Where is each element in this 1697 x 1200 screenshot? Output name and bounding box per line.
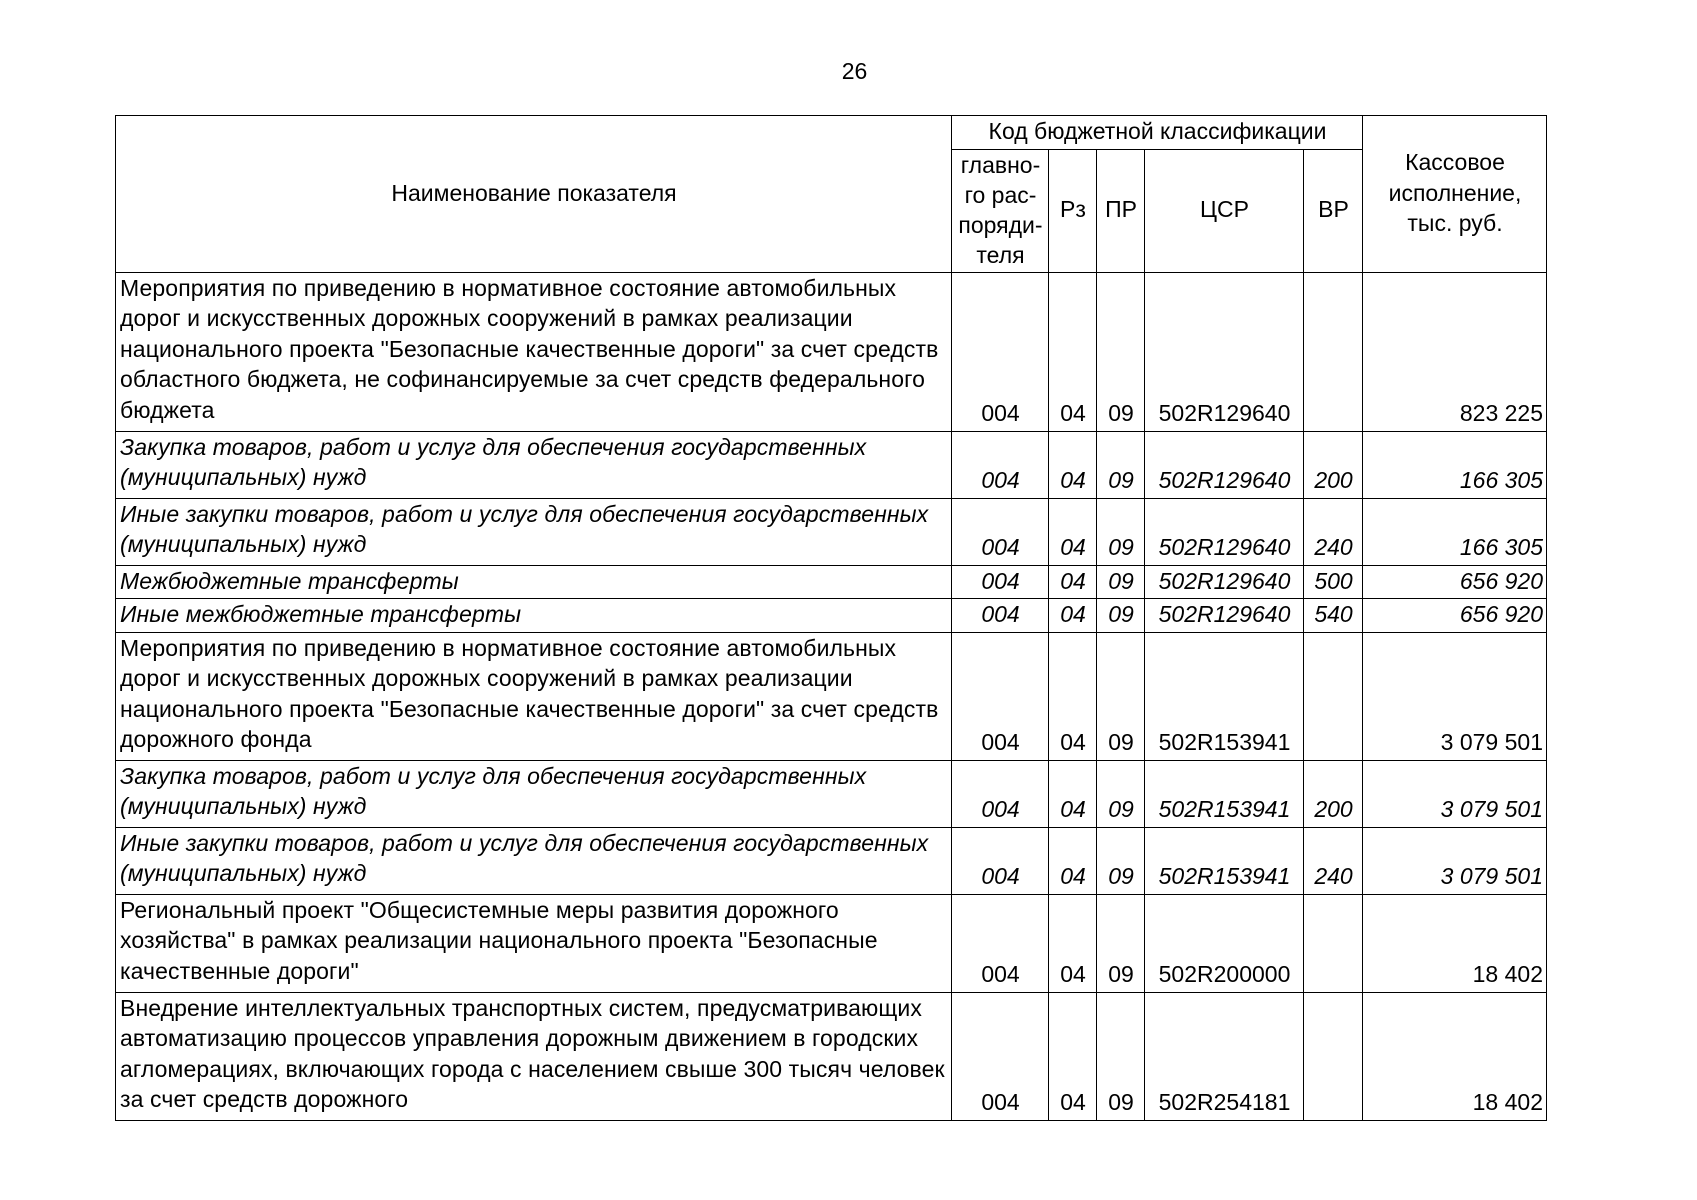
table-row [116,827,1547,894]
row-glav: 004 [952,992,1049,1120]
row-glav: 004 [952,760,1049,827]
row-csr: 502R200000 [1145,894,1304,992]
row-vr [1304,632,1363,760]
row-pr: 09 [1097,894,1145,992]
row-name: Внедрение интеллектуальных транспортных систем, предусматривающих автоматизацию процессов управления дорожным движением в городских агломерациях, включающих города с населением свыше 300 тысяч человек за счет средств дорожного [116,992,952,1120]
table-row [116,894,1547,992]
row-csr: 502R129640 [1145,599,1304,633]
row-vr: 240 [1304,498,1363,565]
row-amount: 166 305 [1363,498,1547,565]
row-pr: 09 [1097,827,1145,894]
table-row [116,760,1547,827]
row-name: Закупка товаров, работ и услуг для обеспечения государственных (муниципальных) нужд [116,431,952,498]
page-number: 26 [841,58,868,84]
row-glav: 004 [952,498,1049,565]
row-pr: 09 [1097,565,1145,599]
row-csr: 502R254181 [1145,992,1304,1120]
row-csr: 502R153941 [1145,632,1304,760]
row-name: Иные межбюджетные трансферты [116,599,952,633]
row-pr: 09 [1097,431,1145,498]
row-rz: 04 [1049,760,1097,827]
table-row [116,632,1547,760]
row-amount: 656 920 [1363,599,1547,633]
row-csr: 502R153941 [1145,827,1304,894]
table-row [116,498,1547,565]
row-vr: 540 [1304,599,1363,633]
row-vr: 500 [1304,565,1363,599]
row-glav: 004 [952,565,1049,599]
row-rz: 04 [1049,827,1097,894]
row-amount: 18 402 [1363,992,1547,1120]
row-pr: 09 [1097,498,1145,565]
header-glav: главно-го рас-поряди-теля [952,149,1049,272]
row-amount: 656 920 [1363,565,1547,599]
row-rz: 04 [1049,431,1097,498]
row-csr: 502R153941 [1145,760,1304,827]
header-amount: Кассовое исполнение, тыс. руб. [1363,116,1547,273]
header-rz: Рз [1049,149,1097,272]
row-rz: 04 [1049,599,1097,633]
row-rz: 04 [1049,632,1097,760]
table-row [116,565,1547,599]
table-row [116,992,1547,1120]
row-glav: 004 [952,431,1049,498]
header-vr: ВР [1304,149,1363,272]
row-rz: 04 [1049,565,1097,599]
row-rz: 04 [1049,272,1097,431]
row-name: Закупка товаров, работ и услуг для обеспечения государственных (муниципальных) нужд [116,760,952,827]
row-rz: 04 [1049,498,1097,565]
row-vr [1304,894,1363,992]
row-csr: 502R129640 [1145,565,1304,599]
row-vr [1304,272,1363,431]
row-vr: 200 [1304,431,1363,498]
row-pr: 09 [1097,760,1145,827]
row-pr: 09 [1097,599,1145,633]
row-pr: 09 [1097,992,1145,1120]
row-glav: 004 [952,599,1049,633]
row-name: Мероприятия по приведению в нормативное состояние автомобильных дорог и искусственных дорожных сооружений в рамках реализации национального проекта "Безопасные качественные дороги" за счет средств дорожного фонда [116,632,952,760]
row-name: Иные закупки товаров, работ и услуг для обеспечения государственных (муниципальных) нужд [116,827,952,894]
row-name: Иные закупки товаров, работ и услуг для обеспечения государственных (муниципальных) нужд [116,498,952,565]
table-row [116,431,1547,498]
row-pr: 09 [1097,632,1145,760]
row-pr: 09 [1097,272,1145,431]
row-csr: 502R129640 [1145,272,1304,431]
row-rz: 04 [1049,894,1097,992]
row-rz: 04 [1049,992,1097,1120]
row-name: Межбюджетные трансферты [116,565,952,599]
row-name: Мероприятия по приведению в нормативное состояние автомобильных дорог и искусственных дорожных сооружений в рамках реализации национального проекта "Безопасные качественные дороги" за счет средств областного бюджета, не софинансируемые за счет средств федерального бюджета [116,272,952,431]
table-row [116,272,1547,431]
row-vr: 200 [1304,760,1363,827]
row-vr: 240 [1304,827,1363,894]
row-amount: 3 079 501 [1363,632,1547,760]
row-glav: 004 [952,272,1049,431]
row-name: Региональный проект "Общесистемные меры развития дорожного хозяйства" в рамках реализации национального проекта "Безопасные качественные дороги" [116,894,952,992]
header-csr: ЦСР [1145,149,1304,272]
header-pr: ПР [1097,149,1145,272]
budget-execution-table [115,115,1547,1121]
row-glav: 004 [952,827,1049,894]
row-vr [1304,992,1363,1120]
row-amount: 823 225 [1363,272,1547,431]
table-row [116,599,1547,633]
row-csr: 502R129640 [1145,431,1304,498]
row-glav: 004 [952,894,1049,992]
row-amount: 3 079 501 [1363,827,1547,894]
row-amount: 166 305 [1363,431,1547,498]
row-amount: 3 079 501 [1363,760,1547,827]
row-csr: 502R129640 [1145,498,1304,565]
header-code-group: Код бюджетной классификации [952,116,1363,150]
row-amount: 18 402 [1363,894,1547,992]
header-name-column: Наименование показателя [116,116,952,273]
row-glav: 004 [952,632,1049,760]
